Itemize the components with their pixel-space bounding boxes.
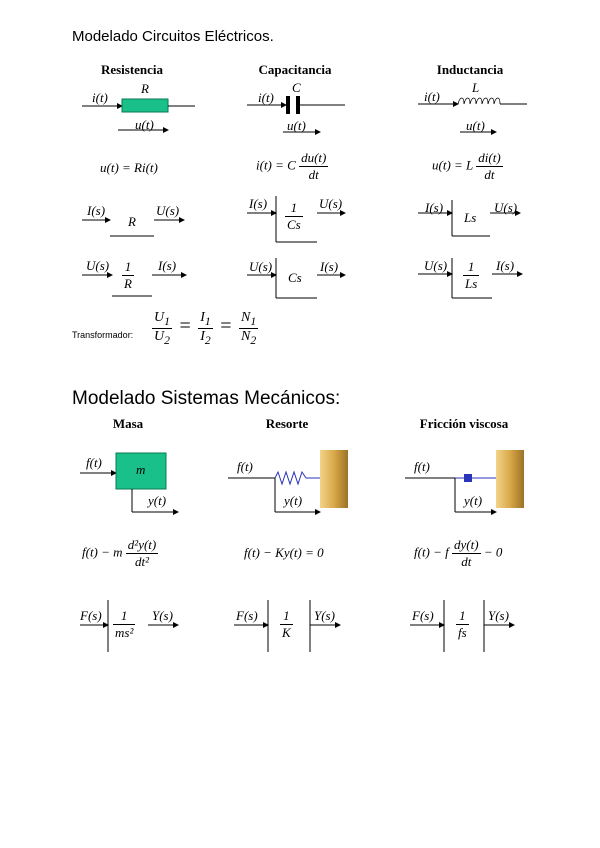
mechanical-title: Modelado Sistemas Mecánicos: bbox=[72, 388, 341, 409]
r-tf1-block: R bbox=[128, 214, 136, 229]
l-tf1-output: U(s) bbox=[494, 200, 518, 215]
inductor-label: L bbox=[472, 80, 480, 95]
c-tf2-output: I(s) bbox=[320, 259, 339, 274]
header-inductancia: Inductancia bbox=[436, 62, 504, 77]
masa-tf-input: F(s) bbox=[80, 608, 102, 623]
r-tf2-block: $\frac{1}{R}$ bbox=[124, 259, 132, 291]
c-tf1-block: $\frac{1}{Cs}$ bbox=[287, 200, 301, 232]
equation-friccion: f(t) − f $\frac{dy(t)}{dt}$ − 0 bbox=[414, 537, 503, 569]
r-tf2-input: U(s) bbox=[86, 258, 110, 273]
header-resorte: Resorte bbox=[265, 416, 309, 431]
equation-capacitancia: i(t) = C $\frac{du(t)}{dt}$ bbox=[256, 150, 327, 182]
inductor-voltage: u(t) bbox=[466, 118, 485, 133]
header-masa: Masa bbox=[112, 416, 144, 431]
equation-inductancia: u(t) = L $\frac{di(t)}{dt}$ bbox=[432, 150, 501, 182]
resistor-current: i(t) bbox=[92, 90, 108, 105]
tf-lines-mechanical bbox=[80, 600, 514, 652]
damper-force: f(t) bbox=[414, 459, 430, 474]
c-tf1-input: I(s) bbox=[249, 196, 268, 211]
damper-displacement: y(t) bbox=[464, 493, 483, 508]
r-tf1-input: I(s) bbox=[87, 203, 106, 218]
resorte-tf-input: F(s) bbox=[236, 608, 258, 623]
mass-label: m bbox=[136, 462, 146, 477]
equation-resorte: f(t) − Ky(t) = 0 bbox=[244, 545, 324, 560]
mass-force: f(t) bbox=[86, 455, 102, 470]
inductor-current: i(t) bbox=[424, 89, 440, 104]
l-tf1-block: Ls bbox=[464, 210, 477, 225]
friccion-tf-input: F(s) bbox=[412, 608, 434, 623]
l-tf1-input: I(s) bbox=[425, 200, 444, 215]
resorte-tf-block: $\frac{1}{K}$ bbox=[282, 608, 291, 640]
c-tf2-block: Cs bbox=[288, 270, 302, 285]
l-tf2-input: U(s) bbox=[424, 258, 448, 273]
header-resistencia: Resistencia bbox=[100, 62, 164, 77]
friccion-tf-output: Y(s) bbox=[488, 608, 509, 623]
spring-displacement: y(t) bbox=[284, 493, 303, 508]
c-tf2-input: U(s) bbox=[249, 259, 273, 274]
spring-force: f(t) bbox=[237, 459, 253, 474]
c-tf1-output: U(s) bbox=[319, 196, 343, 211]
header-capacitancia: Capacitancia bbox=[258, 62, 332, 77]
resistor-body bbox=[122, 99, 168, 112]
r-tf2-output: I(s) bbox=[158, 258, 177, 273]
header-friccion: Fricción viscosa bbox=[419, 416, 509, 431]
transformer-label: Transformador: bbox=[72, 330, 134, 340]
r-tf1-output: U(s) bbox=[156, 203, 180, 218]
equation-masa: f(t) − m $\frac{\text{d²y(t)}}{\text{dt²}}$ bbox=[82, 537, 157, 569]
l-tf2-block: $\frac{1}{Ls}$ bbox=[465, 259, 478, 291]
capacitor-voltage: u(t) bbox=[287, 118, 306, 133]
resorte-tf-output: Y(s) bbox=[314, 608, 335, 623]
mass-displacement: y(t) bbox=[148, 493, 167, 508]
masa-tf-output: Y(s) bbox=[152, 608, 173, 623]
resistor-label: R bbox=[141, 81, 149, 96]
friccion-tf-block: $\frac{1}{fs}$ bbox=[458, 608, 467, 640]
capacitor-label: C bbox=[292, 80, 301, 95]
equation-resistencia: u(t) = Ri(t) bbox=[100, 160, 158, 175]
electrical-title: Modelado Circuitos Eléctricos. bbox=[72, 28, 274, 45]
capacitor-current: i(t) bbox=[258, 90, 274, 105]
l-tf2-output: I(s) bbox=[496, 258, 515, 273]
resistor-voltage: u(t) bbox=[135, 117, 154, 132]
transformer-equation: $\frac{U_1}{U_2}$ = $\frac{I_1}{I_2}$ = $\frac{N_1}{N_2}$ bbox=[154, 310, 257, 347]
masa-tf-block: $\frac{1}{\text{ms²}}$ bbox=[115, 608, 134, 640]
